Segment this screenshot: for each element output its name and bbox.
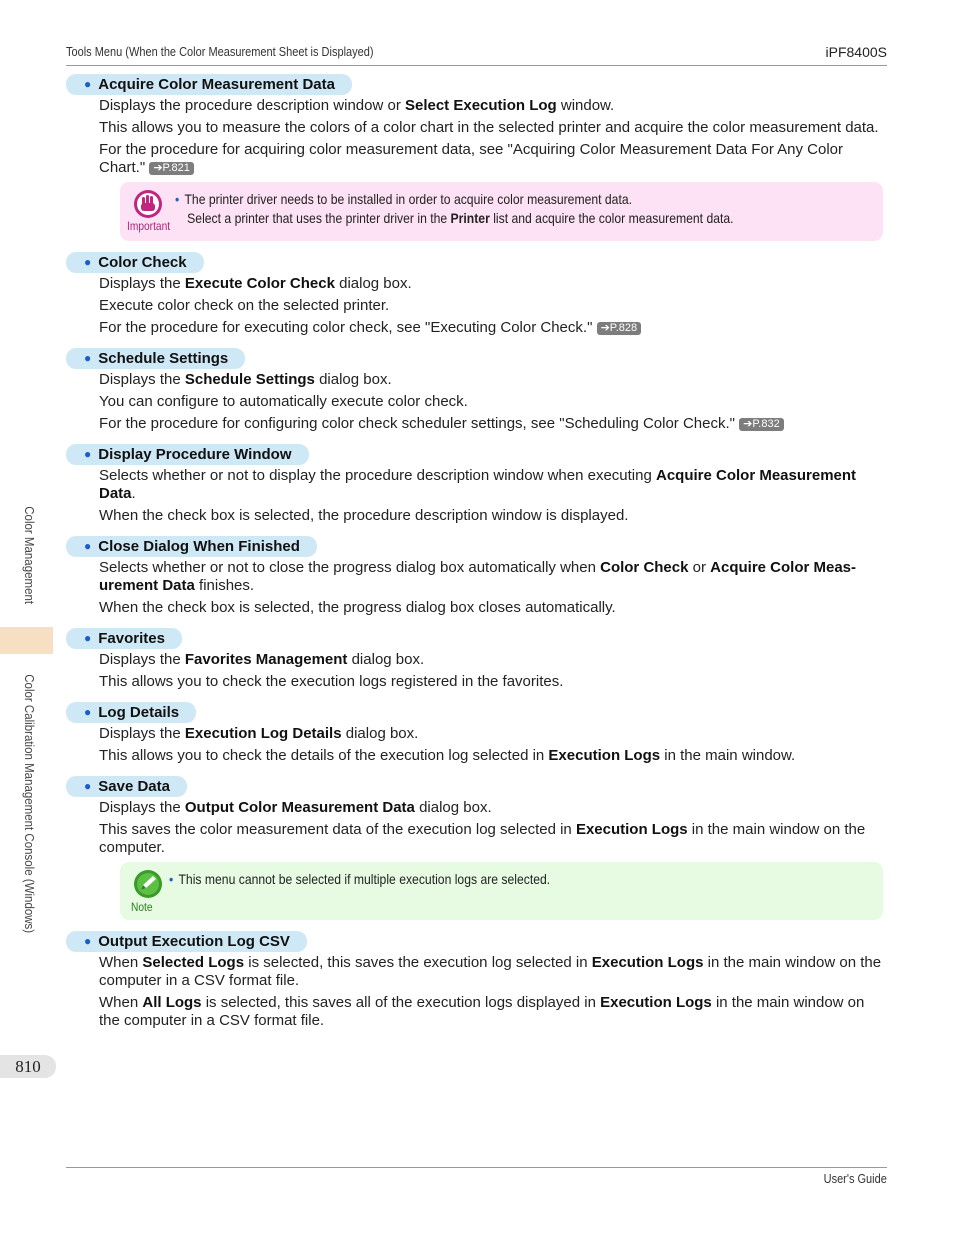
paragraph: Selects whether or not to close the progress dialog box automatically when Color Check or Acquire Color Meas-urement Data finishes. (99, 559, 857, 594)
paragraph: Displays the Schedule Settings dialog box. (99, 371, 392, 388)
section-title: ● Favorites (66, 628, 182, 649)
paragraph: Displays the procedure description window or Select Execution Log window. (99, 97, 615, 114)
bullet-icon: ● (84, 255, 92, 269)
section-title: ● Acquire Color Measurement Data (66, 74, 352, 95)
section-title: ● Color Check (66, 252, 204, 273)
paragraph: For the procedure for acquiring color measurement data, see "Acquiring Color Measurement Data For Any Color Chart." ➔P.821 (99, 141, 844, 176)
pencil-icon (133, 869, 163, 899)
section-log-details (66, 702, 887, 765)
note-text: • This menu cannot be selected if multiple execution logs are selected. (169, 871, 551, 887)
paragraph: You can configure to automatically execute color check. (99, 393, 468, 410)
hand-stop-icon (133, 189, 163, 219)
section-color-check (66, 252, 887, 337)
paragraph: Displays the Output Color Measurement Data dialog box. (99, 799, 492, 816)
sidebar-section: Color Calibration Management Console (Windows) (22, 674, 36, 934)
paragraph: Selects whether or not to display the procedure description window when executing Acquire Color Measurement Data. (99, 467, 857, 502)
main-content (66, 74, 887, 1041)
section-output-csv (66, 931, 887, 1030)
page-ref-link[interactable]: ➔P.832 (739, 418, 784, 431)
section-save-data (66, 776, 887, 920)
section-title: ● Save Data (66, 776, 187, 797)
section-title: ● Log Details (66, 702, 196, 723)
page-ref-link[interactable]: ➔P.828 (597, 322, 642, 335)
page-number: 810 (0, 1055, 56, 1078)
section-title: ● Schedule Settings (66, 348, 245, 369)
paragraph: Execute color check on the selected printer. (99, 297, 390, 314)
bullet-icon: ● (84, 77, 92, 91)
paragraph: When All Logs is selected, this saves all of the execution logs displayed in Execution Logs in the main window on the computer in a CSV format file. (99, 994, 865, 1029)
section-title: ● Display Procedure Window (66, 444, 309, 465)
footer-guide: User's Guide (823, 1172, 887, 1186)
sidebar-tab-marker (0, 627, 53, 654)
paragraph: This allows you to check the details of the execution log selected in Execution Logs in the main window. (99, 747, 796, 764)
section-title: ● Close Dialog When Finished (66, 536, 317, 557)
bullet-icon: ● (84, 447, 92, 461)
bullet-icon: ● (84, 779, 92, 793)
note-label: Note (131, 900, 153, 914)
section-close-dialog (66, 536, 887, 617)
paragraph: When Selected Logs is selected, this saves the execution log selected in Execution Logs in the main window on the computer in a CSV format file. (99, 954, 882, 989)
paragraph: For the procedure for configuring color check scheduler settings, see "Scheduling Color Check." ➔P.832 (99, 415, 887, 433)
bullet-icon: ● (84, 631, 92, 645)
paragraph: This allows you to check the execution logs registered in the favorites. (99, 673, 564, 690)
bullet-icon: ● (84, 934, 92, 948)
bullet-icon: ● (84, 705, 92, 719)
section-schedule (66, 348, 887, 433)
paragraph: This allows you to measure the colors of a color chart in the selected printer and acquire the color measurement data. (99, 119, 879, 136)
paragraph: When the check box is selected, the procedure description window is displayed. (99, 507, 629, 524)
header-model: iPF8400S (825, 44, 887, 60)
paragraph: When the check box is selected, the progress dialog box closes automatically. (99, 599, 616, 616)
bullet-icon: ● (84, 539, 92, 553)
note-box (120, 862, 883, 920)
paragraph: For the procedure for executing color check, see "Executing Color Check." ➔P.828 (99, 319, 887, 337)
footer-divider (66, 1167, 887, 1168)
bullet-icon: ● (84, 351, 92, 365)
paragraph: This saves the color measurement data of the execution log selected in Execution Logs in the main window on the computer. (99, 821, 866, 856)
section-favorites (66, 628, 887, 691)
paragraph: Displays the Favorites Management dialog box. (99, 651, 425, 668)
page-ref-link[interactable]: ➔P.821 (149, 162, 194, 175)
section-display-procedure (66, 444, 887, 525)
header-title: Tools Menu (When the Color Measurement Sheet is Displayed) (66, 45, 374, 59)
header-divider (66, 65, 887, 66)
section-title: ● Output Execution Log CSV (66, 931, 307, 952)
important-text: • The printer driver needs to be installed in order to acquire color measurement data. Select a printer that uses the printer driver in the Printer list and acquire the color measurement data. (175, 191, 734, 226)
important-label: Important (127, 219, 171, 233)
sidebar-chapter: Color Management (22, 506, 36, 605)
important-box (120, 182, 883, 241)
paragraph: Displays the Execution Log Details dialog box. (99, 725, 419, 742)
paragraph: Displays the Execute Color Check dialog box. (99, 275, 412, 292)
section-acquire (66, 74, 887, 241)
